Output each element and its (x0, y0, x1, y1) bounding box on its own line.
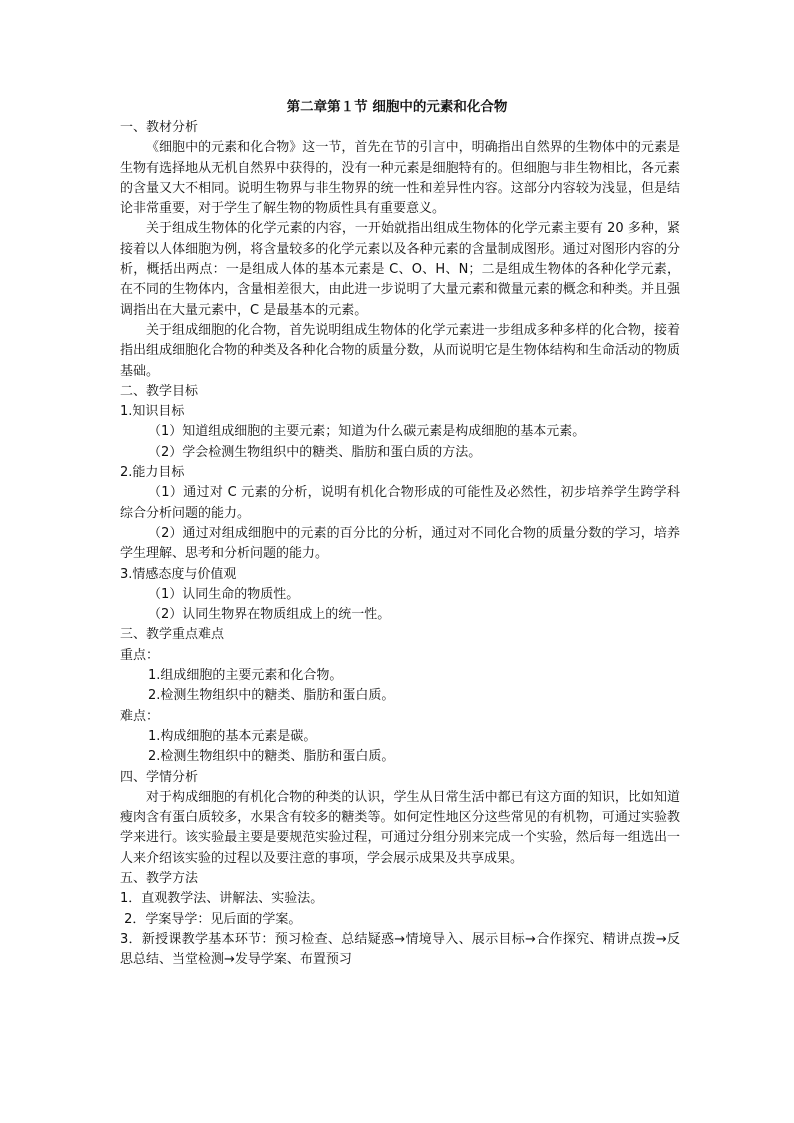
paragraph: 关于组成生物体的化学元素的内容，一开始就指出组成生物体的化学元素主要有 20 多种，紧接着以人体细胞为例，将含量较多的化学元素以及各种元素的含量制成图形。通过对图形内容的分析，概括出两点：一是组成人体的基本元素是 C、O、H、N；二是组成生物体的各种化学元素，在不同的生物体内，含量相差很大，由此进一步说明了大量元素和微量元素的概念和种类。并且强调指出在大量元素中，C 是最基本的元素。 (120, 221, 680, 318)
subheading-knowledge-goals: 1.知识目标 (120, 404, 185, 420)
list-item: 2.检测生物组织中的糖类、脂肪和蛋白质。 (148, 749, 395, 765)
list-item: 2．学案导学：见后面的学案。 (120, 911, 302, 927)
section-heading-key-points: 三、教学重点难点 (120, 627, 225, 643)
list-item: 2.检测生物组织中的糖类、脂肪和蛋白质。 (148, 688, 395, 704)
list-item: （2）通过对组成细胞中的元素的百分比的分析，通过对不同化合物的质量分数的学习，培养学生理解、思考和分析问题的能力。 (120, 525, 680, 562)
section-heading-student-analysis: 四、学情分析 (120, 769, 199, 785)
list-item: （1）知道组成细胞的主要元素；知道为什么碳元素是构成细胞的基本元素。 (148, 424, 586, 440)
list-item: 1.构成细胞的基本元素是碳。 (148, 728, 317, 744)
list-item: （1）认同生命的物质性。 (148, 586, 300, 602)
subheading-attitude-goals: 3.情感态度与价值观 (120, 566, 237, 582)
label-difficult-points: 难点： (120, 708, 160, 724)
section-heading-textbook-analysis: 一、教材分析 (120, 120, 199, 135)
page-title: 第二章第１节 细胞中的元素和化合物 (286, 99, 508, 115)
paragraph: 对于构成细胞的有机化合物的种类的认识，学生从日常生活中都已有这方面的知识，比如知道瘦肉含有蛋白质较多，水果含有较多的糖类等。如何定性地区分这些常见的有机物，可通过实验教学来进行。该实验最主要是要规范实验过程，可通过分组分别来完成一个实验，然后每一组选出一人来介绍该实验的过程以及要注意的事项，学会展示成果及共享成果。 (120, 789, 680, 866)
list-item: （2）学会检测生物组织中的糖类、脂肪和蛋白质的方法。 (148, 444, 482, 460)
document-body (120, 118, 680, 970)
paragraph: 《细胞中的元素和化合物》这一节，首先在节的引言中，明确指出自然界的生物体中的元素是生物有选择地从无机自然界中获得的，没有一种元素是细胞特有的。但细胞与非生物相比，各元素的含量又大不相同。说明生物界与非生物界的统一性和差异性内容。这部分内容较为浅显，但是结论非常重要，对于学生了解生物的物质性具有重要意义。 (120, 140, 680, 217)
subheading-ability-goals: 2.能力目标 (120, 465, 185, 481)
list-item: （2）认同生物界在物质组成上的统一性。 (148, 607, 391, 623)
list-item: （1）通过对 C 元素的分析，说明有机化合物形成的可能性及必然性，初步培养学生跨学科综合分析问题的能力。 (120, 485, 680, 521)
section-heading-teaching-methods: 五、教学方法 (120, 870, 199, 886)
list-item: 1．直观教学法、讲解法、实验法。 (120, 891, 324, 907)
list-item: 3．新授课教学基本环节：预习检查、总结疑惑→情境导入、展示目标→合作探究、精讲点拨→反思总结、当堂检测→发导学案、布置预习 (120, 931, 680, 968)
label-key-points: 重点： (120, 647, 160, 663)
list-item: 1.组成细胞的主要元素和化合物。 (148, 668, 343, 684)
paragraph: 关于组成细胞的化合物，首先说明组成生物体的化学元素进一步组成多种多样的化合物，接着指出组成细胞化合物的种类及各种化合物的质量分数，从而说明它是生物体结构和生命活动的物质基础。 (120, 322, 680, 379)
section-heading-teaching-goals: 二、教学目标 (120, 383, 199, 399)
